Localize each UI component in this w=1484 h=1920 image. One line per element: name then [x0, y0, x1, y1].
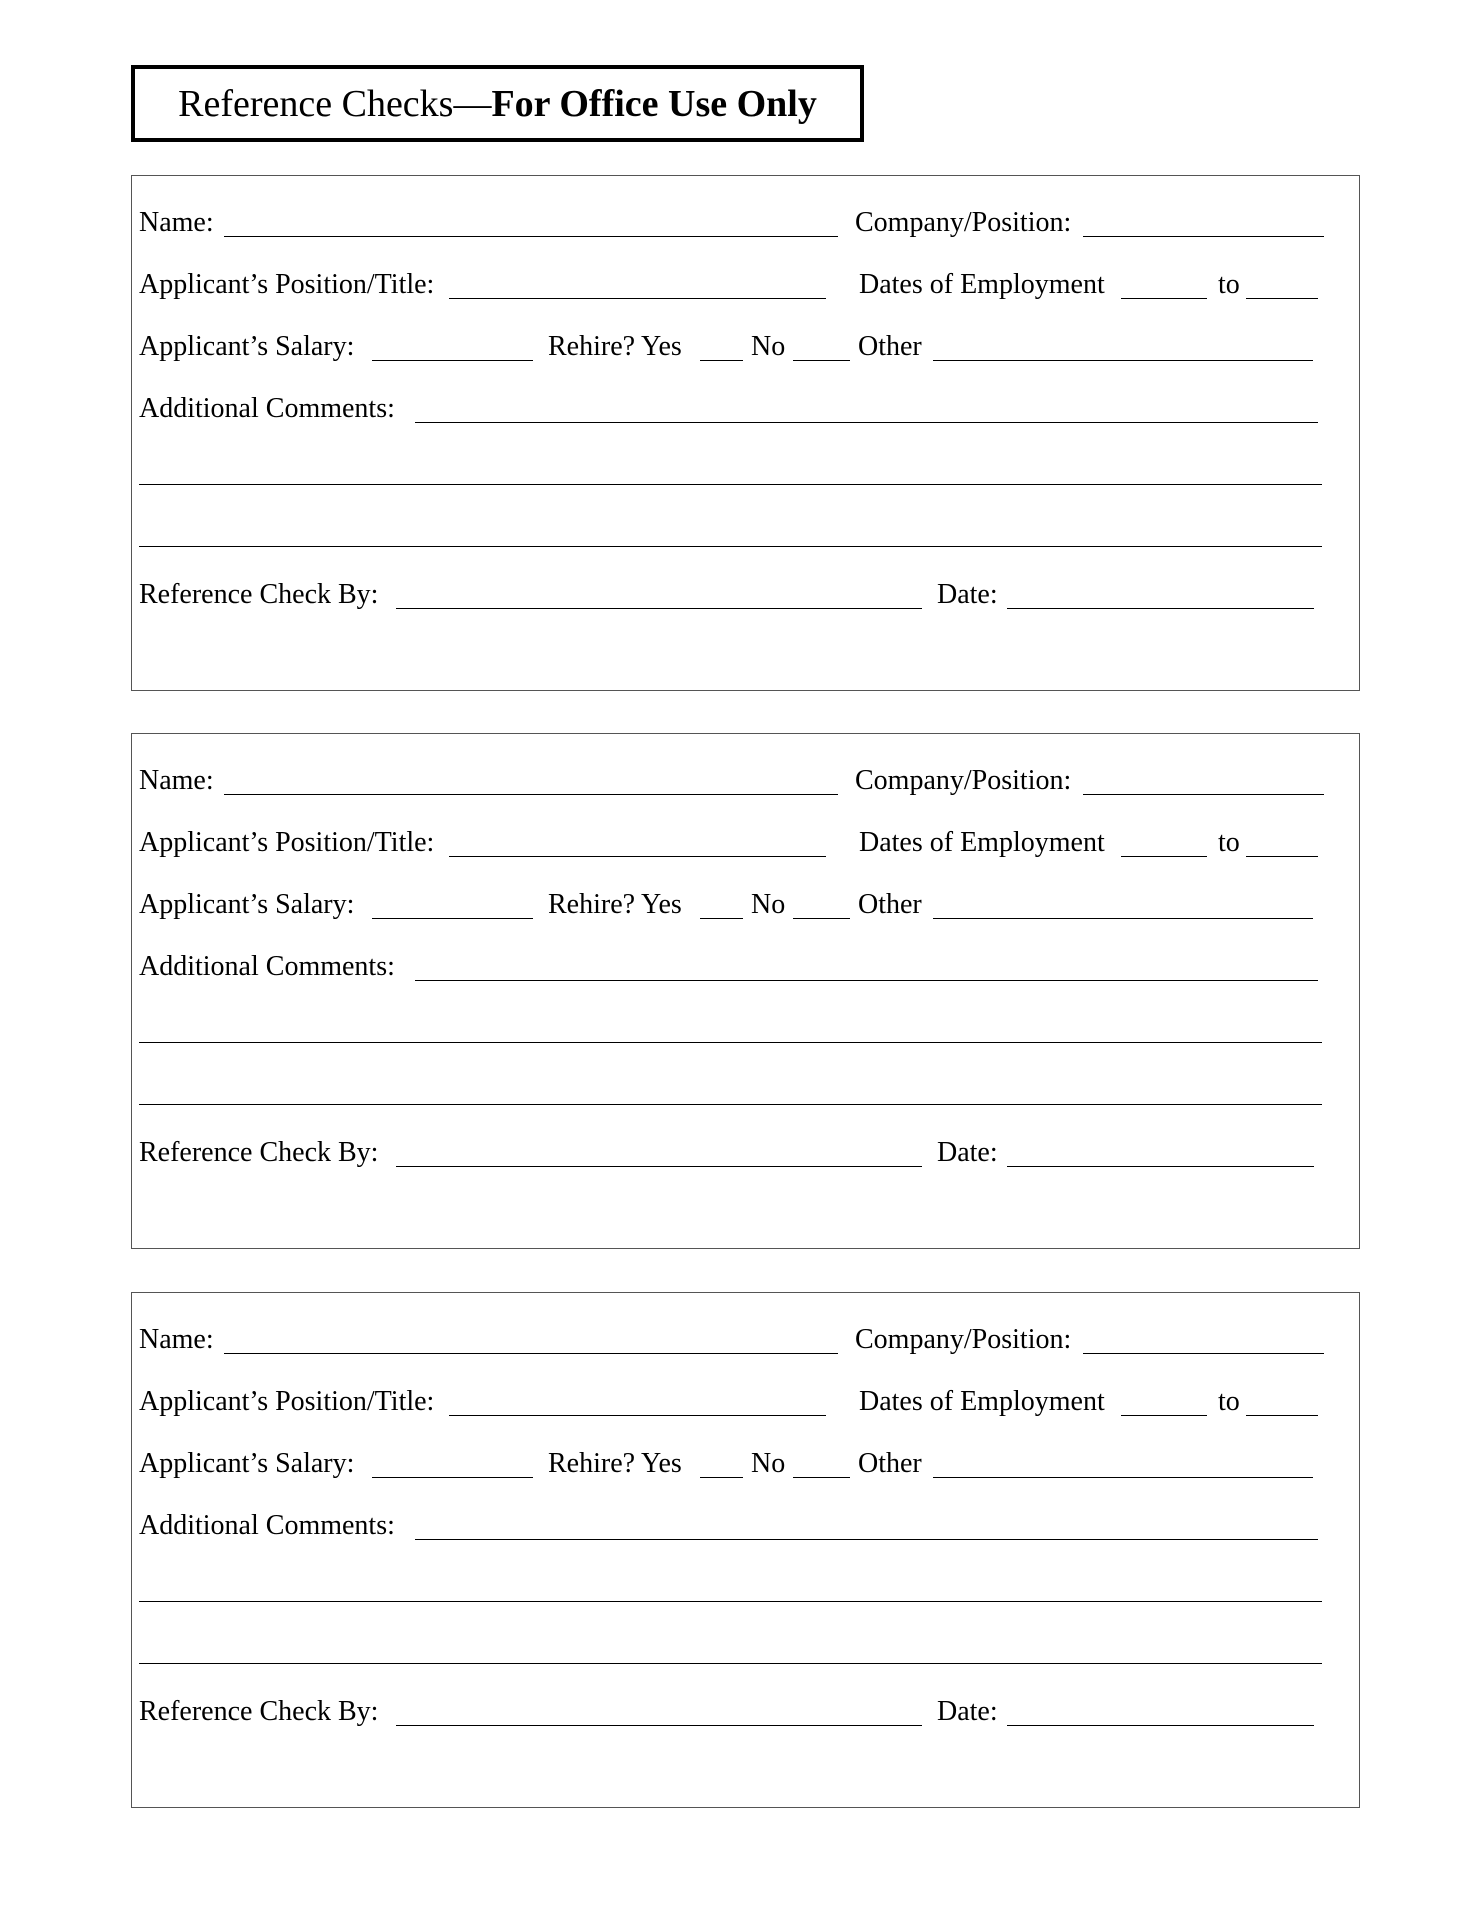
applicant-position-title-label: Applicant’s Position/Title:	[139, 269, 435, 300]
rehire-no-field[interactable]	[793, 1477, 850, 1478]
name-field[interactable]	[224, 794, 838, 795]
salary-row	[132, 321, 1359, 361]
reference-check-by-label: Reference Check By:	[139, 1137, 379, 1168]
salary-row	[132, 1438, 1359, 1478]
applicant-salary-field[interactable]	[372, 918, 533, 919]
position-title-row	[132, 259, 1359, 299]
reference-check-by-row	[132, 1127, 1359, 1167]
rehire-no-label: No	[751, 889, 786, 920]
reference-check-by-field[interactable]	[396, 608, 922, 609]
name-row	[132, 755, 1359, 795]
comments-line-3	[132, 1624, 1359, 1664]
comments-row	[132, 941, 1359, 981]
additional-comments-field[interactable]	[415, 422, 1318, 423]
other-field[interactable]	[933, 360, 1313, 361]
name-row	[132, 1314, 1359, 1354]
applicant-salary-field[interactable]	[372, 360, 533, 361]
date-label: Date:	[937, 579, 998, 610]
additional-comments-line-2[interactable]	[139, 484, 1322, 485]
applicant-salary-label: Applicant’s Salary:	[139, 889, 355, 920]
additional-comments-line-3[interactable]	[139, 1663, 1322, 1664]
rehire-yes-field[interactable]	[700, 1477, 743, 1478]
to-label: to	[1218, 1386, 1240, 1417]
other-label: Other	[858, 1448, 922, 1479]
reference-check-by-field[interactable]	[396, 1166, 922, 1167]
dates-of-employment-label: Dates of Employment	[859, 827, 1105, 858]
company-position-field[interactable]	[1083, 794, 1324, 795]
other-field[interactable]	[933, 918, 1313, 919]
employment-to-field[interactable]	[1246, 856, 1318, 857]
name-field[interactable]	[224, 1353, 838, 1354]
comments-line-2	[132, 445, 1359, 485]
reference-section-3	[131, 1292, 1360, 1808]
reference-check-by-label: Reference Check By:	[139, 579, 379, 610]
rehire-yes-field[interactable]	[700, 360, 743, 361]
rehire-no-field[interactable]	[793, 360, 850, 361]
rehire-no-label: No	[751, 1448, 786, 1479]
date-label: Date:	[937, 1137, 998, 1168]
applicant-salary-label: Applicant’s Salary:	[139, 331, 355, 362]
name-label: Name:	[139, 207, 214, 238]
reference-section-2	[131, 733, 1360, 1249]
reference-check-by-row	[132, 569, 1359, 609]
comments-row	[132, 1500, 1359, 1540]
rehire-yes-label: Rehire? Yes	[548, 889, 682, 920]
other-label: Other	[858, 889, 922, 920]
comments-line-3	[132, 507, 1359, 547]
applicant-position-title-field[interactable]	[449, 856, 826, 857]
date-field[interactable]	[1007, 1725, 1314, 1726]
rehire-yes-label: Rehire? Yes	[548, 1448, 682, 1479]
position-title-row	[132, 1376, 1359, 1416]
reference-check-by-field[interactable]	[396, 1725, 922, 1726]
applicant-salary-label: Applicant’s Salary:	[139, 1448, 355, 1479]
other-field[interactable]	[933, 1477, 1313, 1478]
date-field[interactable]	[1007, 1166, 1314, 1167]
additional-comments-line-3[interactable]	[139, 1104, 1322, 1105]
employment-from-field[interactable]	[1121, 1415, 1207, 1416]
comments-row	[132, 383, 1359, 423]
reference-check-by-row	[132, 1686, 1359, 1726]
title-prefix: Reference Checks—	[178, 82, 492, 125]
rehire-yes-label: Rehire? Yes	[548, 331, 682, 362]
employment-to-field[interactable]	[1246, 1415, 1318, 1416]
employment-from-field[interactable]	[1121, 856, 1207, 857]
comments-line-3	[132, 1065, 1359, 1105]
additional-comments-line-2[interactable]	[139, 1601, 1322, 1602]
comments-line-2	[132, 1003, 1359, 1043]
applicant-position-title-label: Applicant’s Position/Title:	[139, 827, 435, 858]
name-label: Name:	[139, 1324, 214, 1355]
position-title-row	[132, 817, 1359, 857]
employment-to-field[interactable]	[1246, 298, 1318, 299]
reference-check-by-label: Reference Check By:	[139, 1696, 379, 1727]
comments-line-2	[132, 1562, 1359, 1602]
additional-comments-line-3[interactable]	[139, 546, 1322, 547]
rehire-no-field[interactable]	[793, 918, 850, 919]
company-position-label: Company/Position:	[855, 1324, 1072, 1355]
to-label: to	[1218, 827, 1240, 858]
company-position-label: Company/Position:	[855, 765, 1072, 796]
name-field[interactable]	[224, 236, 838, 237]
company-position-field[interactable]	[1083, 1353, 1324, 1354]
reference-section-1	[131, 175, 1360, 691]
rehire-yes-field[interactable]	[700, 918, 743, 919]
company-position-label: Company/Position:	[855, 207, 1072, 238]
date-field[interactable]	[1007, 608, 1314, 609]
date-label: Date:	[937, 1696, 998, 1727]
company-position-field[interactable]	[1083, 236, 1324, 237]
dates-of-employment-label: Dates of Employment	[859, 269, 1105, 300]
other-label: Other	[858, 331, 922, 362]
name-label: Name:	[139, 765, 214, 796]
salary-row	[132, 879, 1359, 919]
employment-from-field[interactable]	[1121, 298, 1207, 299]
additional-comments-label: Additional Comments:	[139, 393, 395, 424]
additional-comments-field[interactable]	[415, 980, 1318, 981]
additional-comments-label: Additional Comments:	[139, 1510, 395, 1541]
rehire-no-label: No	[751, 331, 786, 362]
name-row	[132, 197, 1359, 237]
additional-comments-line-2[interactable]	[139, 1042, 1322, 1043]
additional-comments-label: Additional Comments:	[139, 951, 395, 982]
dates-of-employment-label: Dates of Employment	[859, 1386, 1105, 1417]
title-bold: For Office Use Only	[491, 82, 817, 125]
to-label: to	[1218, 269, 1240, 300]
additional-comments-field[interactable]	[415, 1539, 1318, 1540]
applicant-position-title-field[interactable]	[449, 298, 826, 299]
applicant-salary-field[interactable]	[372, 1477, 533, 1478]
applicant-position-title-label: Applicant’s Position/Title:	[139, 1386, 435, 1417]
applicant-position-title-field[interactable]	[449, 1415, 826, 1416]
form-title	[131, 65, 864, 142]
